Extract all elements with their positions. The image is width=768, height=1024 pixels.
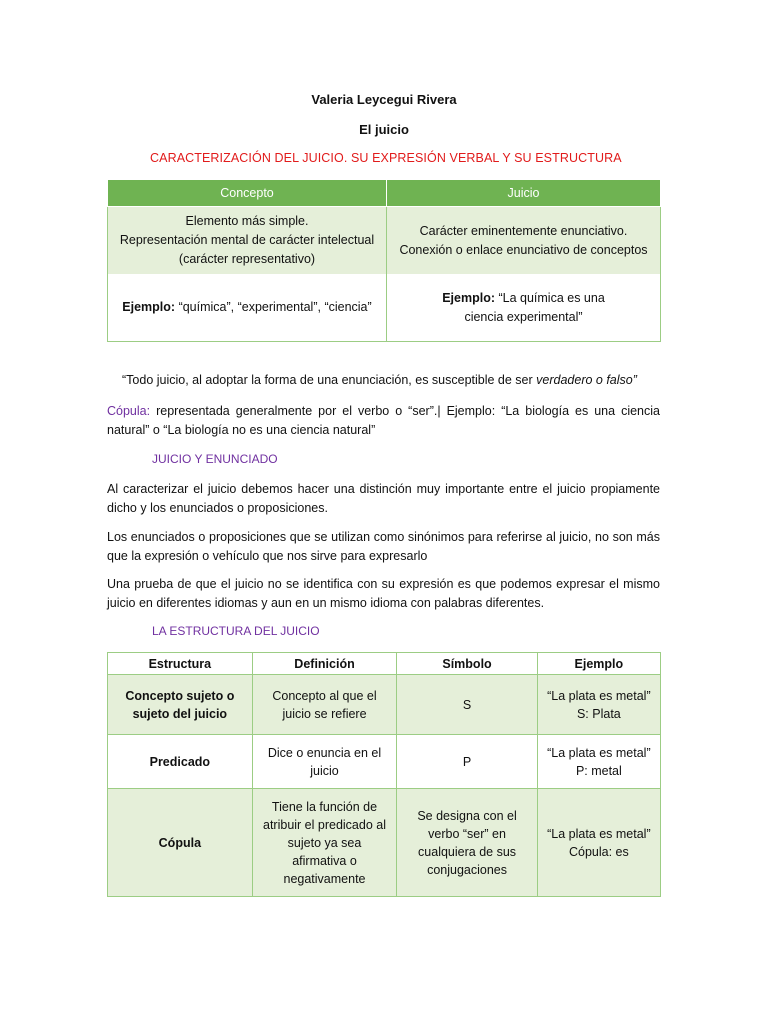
cell-ejemplo	[537, 675, 660, 735]
concepto-description	[108, 207, 387, 275]
text-line: (carácter representativo)	[178, 252, 316, 266]
text-line: juicio	[310, 763, 339, 778]
header-juicio: Juicio	[387, 180, 661, 207]
table-row	[108, 735, 661, 789]
text-line: Se designa con el	[417, 808, 517, 823]
text-line: sujeto ya sea	[287, 835, 362, 850]
table-row	[108, 789, 661, 897]
quote-text	[122, 373, 637, 387]
cell-definicion	[252, 735, 397, 789]
text-line: Predicado	[149, 754, 211, 769]
header-simbolo: Símbolo	[397, 653, 537, 675]
example-label: Ejemplo:	[442, 290, 495, 305]
example-text: “La química es una ciencia experimental”	[464, 290, 605, 324]
concepto-example	[108, 274, 387, 342]
juicio-description	[387, 207, 661, 275]
heading-estructura: LA ESTRUCTURA DEL JUICIO	[152, 624, 320, 638]
copula-paragraph	[107, 402, 660, 440]
text-line: P: metal	[575, 763, 622, 778]
cell-simbolo	[397, 789, 537, 897]
cell-definicion	[252, 789, 397, 897]
paragraph-1: Al caracterizar el juicio debemos hacer una distinción muy importante entre el juicio propiamente dicho y los enunciados o proposiciones.	[107, 482, 660, 515]
cell-estructura	[108, 789, 253, 897]
table-row	[108, 675, 661, 735]
text-line: P	[462, 754, 472, 769]
header-definicion: Definición	[252, 653, 397, 675]
text-line: Representación mental de carácter intelectual	[119, 233, 375, 247]
quote-italic: verdadero o falso”	[536, 373, 637, 387]
text-line: Concepto al que el	[272, 688, 377, 703]
cell-estructura	[108, 735, 253, 789]
text-line: Concepto sujeto o	[125, 688, 235, 703]
text-line: “La plata es metal”	[547, 688, 651, 703]
cell-simbolo	[397, 675, 537, 735]
text-line: S	[462, 697, 472, 712]
section-title: CARACTERIZACIÓN DEL JUICIO. SU EXPRESIÓN VERBAL Y SU ESTRUCTURA	[150, 151, 622, 165]
paragraph-2: Los enunciados o proposiciones que se utilizan como sinónimos para referirse al juicio, no son más que la expresión o vehículo que nos sirve para expresarlo	[107, 530, 660, 563]
text-line: atribuir el predicado al	[263, 817, 386, 832]
cell-estructura	[108, 675, 253, 735]
text-line: cualquiera de sus	[418, 844, 517, 859]
text-line: conjugaciones	[427, 862, 507, 877]
copula-text: representada generalmente por el verbo o “ser”.| Ejemplo: “La biología es una ciencia natural” o “La biología no es una ciencia natural”	[107, 404, 660, 437]
juicio-example	[387, 274, 661, 342]
text-line: Dice o enuncia en el	[267, 745, 382, 760]
text-line: juicio se refiere	[282, 706, 367, 721]
heading-juicio-enunciado: JUICIO Y ENUNCIADO	[152, 452, 278, 466]
cell-ejemplo	[537, 735, 660, 789]
copula-label: Cópula:	[107, 404, 151, 418]
header-estructura: Estructura	[108, 653, 253, 675]
document-title: El juicio	[359, 122, 409, 137]
text-line: sujeto del juicio	[132, 706, 228, 721]
text-line: Cópula	[158, 835, 202, 850]
text-line: “La plata es metal”	[547, 826, 651, 841]
author-name: Valeria Leycegui Rivera	[311, 92, 457, 107]
paragraph-3: Una prueba de que el juicio no se identifica con su expresión es que podemos expresar el mismo juicio en diferentes idiomas y aun en un mismo idioma con palabras diferentes.	[107, 577, 660, 610]
example-label: Ejemplo:	[122, 300, 176, 314]
cell-definicion	[252, 675, 397, 735]
text-line: Elemento más simple.	[185, 214, 309, 228]
header-concepto: Concepto	[108, 180, 387, 207]
text-line: Cópula: es	[568, 844, 629, 859]
text-line: negativamente	[283, 871, 366, 886]
structure-table	[107, 652, 661, 897]
text-line: S: Plata	[576, 706, 621, 721]
header-ejemplo: Ejemplo	[537, 653, 660, 675]
cell-simbolo	[397, 735, 537, 789]
example-text: “química”, “experimental”, “ciencia”	[175, 300, 372, 314]
text-line: verbo “ser” en	[428, 826, 506, 841]
text-line: Carácter eminentemente enunciativo.	[419, 223, 628, 238]
concept-judgment-table	[107, 179, 661, 342]
cell-ejemplo	[537, 789, 660, 897]
text-line: afirmativa o	[292, 853, 357, 868]
table-row	[108, 274, 661, 342]
text-line: Tiene la función de	[271, 799, 378, 814]
text-line: Conexión o enlace enunciativo de conceptos	[399, 242, 648, 257]
text-line: “La plata es metal”	[547, 745, 651, 760]
table-row	[108, 207, 661, 275]
quote-body: “Todo juicio, al adoptar la forma de una enunciación, es susceptible de ser	[122, 373, 537, 387]
